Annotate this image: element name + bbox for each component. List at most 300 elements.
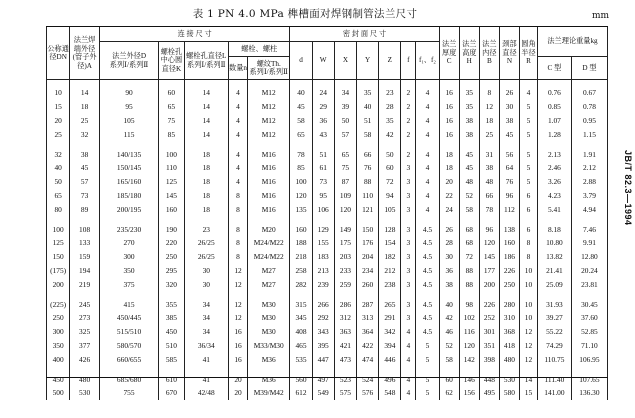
table-cell: 3	[401, 189, 416, 203]
table-cell: 36/34	[184, 339, 228, 353]
table-cell: 2	[401, 80, 416, 100]
table-cell: 612	[290, 386, 312, 400]
table-cell: 8	[229, 202, 248, 216]
table-cell: 10	[520, 291, 538, 311]
table-cell: 8	[479, 80, 499, 100]
header-f: f	[401, 42, 416, 80]
table-cell: 42/48	[184, 386, 228, 400]
table-cell: 45	[459, 141, 479, 161]
table-cell: 364	[357, 325, 379, 339]
table-cell: 150	[357, 216, 379, 236]
table-cell: 385	[159, 311, 184, 325]
table-cell: M12	[248, 100, 290, 114]
table-title: 表 1 PN 4.0 MPa 榫槽面对焊钢制管法兰尺寸	[192, 8, 418, 20]
table-cell: M36	[248, 352, 290, 366]
table-cell: 42	[379, 127, 401, 141]
table-cell: 496	[379, 366, 401, 386]
table-cell: 280	[499, 291, 519, 311]
table-cell: 5	[416, 366, 439, 386]
table-cell: 510	[159, 339, 184, 353]
table-cell: 16	[229, 339, 248, 353]
table-cell: 73	[70, 189, 100, 203]
table-cell: 4	[401, 352, 416, 366]
table-cell: 14	[520, 366, 538, 386]
table-cell: 12	[229, 291, 248, 311]
table-cell: 55.22	[537, 325, 571, 339]
table-cell: 395	[312, 339, 334, 353]
table-cell: 85	[290, 161, 312, 175]
table-cell: 8	[520, 236, 538, 250]
table-cell: 138	[499, 216, 519, 236]
table-cell: 18	[439, 161, 459, 175]
table-cell: 38	[459, 114, 479, 128]
table-cell: 110	[159, 161, 184, 175]
table-cell: 115	[99, 127, 158, 141]
table-cell: 185/180	[99, 189, 158, 203]
table-cell: 8	[520, 250, 538, 264]
table-cell: 89	[70, 202, 100, 216]
table-cell: 1.15	[571, 127, 607, 141]
standard-number: JB/T 82.3—1994	[623, 150, 633, 226]
table-cell: 450	[159, 325, 184, 339]
table-cell: 107.65	[571, 366, 607, 386]
table-row	[47, 114, 608, 128]
table-cell: 4.5	[416, 311, 439, 325]
table-cell: 355	[159, 291, 184, 311]
table-cell: 78	[290, 141, 312, 161]
table-cell: 368	[499, 325, 519, 339]
table-cell: 204	[357, 250, 379, 264]
table-row	[47, 339, 608, 353]
table-cell: 145	[159, 189, 184, 203]
table-cell: 560	[290, 366, 312, 386]
header-l	[184, 42, 228, 80]
header-bolt: 螺栓、螺柱	[229, 42, 290, 57]
table-cell: 4	[229, 100, 248, 114]
table-cell: 50	[379, 141, 401, 161]
table-cell: 4	[401, 386, 416, 400]
table-cell: 286	[334, 291, 356, 311]
table-row	[47, 100, 608, 114]
table-cell: 530	[499, 366, 519, 386]
table-cell: 149	[334, 216, 356, 236]
header-y: Y	[357, 42, 379, 80]
table-cell: 4	[416, 127, 439, 141]
table-cell: 4	[401, 339, 416, 353]
table-cell: 400	[47, 352, 70, 366]
table-cell: M16	[248, 141, 290, 161]
table-body	[47, 80, 608, 400]
table-cell: 446	[379, 352, 401, 366]
table-cell: 111.40	[537, 366, 571, 386]
table-cell: 25	[47, 127, 70, 141]
table-cell: 194	[70, 264, 100, 278]
table-row	[47, 189, 608, 203]
table-cell: 15	[520, 386, 538, 400]
table-cell: 5	[416, 339, 439, 353]
table-cell: 9.91	[571, 236, 607, 250]
table-cell: 3	[401, 250, 416, 264]
table-cell: 14	[184, 100, 228, 114]
table-row	[47, 216, 608, 236]
table-cell: 109	[334, 189, 356, 203]
table-cell: 156	[459, 386, 479, 400]
table-cell: 75	[334, 161, 356, 175]
table-cell: 186	[499, 250, 519, 264]
table-cell: 5	[520, 161, 538, 175]
table-cell: 343	[312, 325, 334, 339]
table-cell: 4	[520, 80, 538, 100]
table-cell: 4	[229, 175, 248, 189]
table-cell: 38	[459, 127, 479, 141]
header-b: 法兰内径B	[479, 27, 499, 80]
table-cell: 76	[499, 175, 519, 189]
table-cell: 72	[379, 175, 401, 189]
table-cell: 497	[312, 366, 334, 386]
table-cell: 422	[357, 339, 379, 353]
table-cell: 100	[290, 175, 312, 189]
header-z: Z	[379, 42, 401, 80]
table-cell: 20	[47, 114, 70, 128]
table-cell: 291	[379, 311, 401, 325]
table-row	[47, 80, 608, 100]
table-cell: 6	[520, 189, 538, 203]
header-d-series: 系列Ⅰ/系列Ⅱ	[109, 60, 149, 69]
table-cell: 447	[312, 352, 334, 366]
table-cell: 260	[357, 277, 379, 291]
table-cell: 65	[334, 141, 356, 161]
table-cell: 660/655	[99, 352, 158, 366]
table-cell: 71.10	[571, 339, 607, 353]
table-cell: 39.27	[537, 311, 571, 325]
table-cell: 45	[290, 100, 312, 114]
table-cell: 3	[401, 161, 416, 175]
table-cell: 48	[459, 175, 479, 189]
table-cell: 3	[401, 236, 416, 250]
table-cell: 20	[439, 175, 459, 189]
table-cell: 36	[439, 264, 459, 278]
table-cell: 120	[290, 189, 312, 203]
table-cell: 4	[229, 114, 248, 128]
table-cell: 40	[357, 100, 379, 114]
table-cell: 10.80	[537, 236, 571, 250]
table-cell: 16	[439, 100, 459, 114]
table-cell: 13.82	[537, 250, 571, 264]
table-cell: 160	[159, 202, 184, 216]
table-cell: 31.93	[537, 291, 571, 311]
table-cell: 35	[379, 114, 401, 128]
table-cell: 14	[70, 80, 100, 100]
table-cell: 60	[439, 366, 459, 386]
table-cell: 585	[159, 352, 184, 366]
table-cell: 25.09	[537, 277, 571, 291]
table-cell: 18	[184, 202, 228, 216]
table-cell: 2.88	[571, 175, 607, 189]
table-cell: 58	[290, 114, 312, 128]
table-cell: 40	[47, 161, 70, 175]
table-cell: 292	[312, 311, 334, 325]
table-cell: 30	[184, 264, 228, 278]
table-cell: 154	[379, 236, 401, 250]
table-cell: 350	[47, 339, 70, 353]
table-cell: 12.80	[571, 250, 607, 264]
header-weight-d: D 型	[571, 57, 607, 80]
table-cell: 234	[357, 264, 379, 278]
table-cell: 18	[184, 189, 228, 203]
table-cell: 1.91	[571, 141, 607, 161]
table-cell: 38	[479, 161, 499, 175]
table-cell: 98	[459, 291, 479, 311]
table-cell: 112	[499, 202, 519, 216]
table-cell: 64	[499, 161, 519, 175]
table-cell: 72	[459, 250, 479, 264]
table-cell: 73	[312, 175, 334, 189]
table-cell: M30	[248, 291, 290, 311]
table-cell: 65	[290, 127, 312, 141]
table-cell: 3	[401, 202, 416, 216]
header-x: X	[334, 42, 356, 80]
table-cell: 5	[520, 114, 538, 128]
table-cell: 190	[159, 216, 184, 236]
table-cell: 106	[312, 202, 334, 216]
table-cell: 16	[439, 80, 459, 100]
table-cell: 398	[479, 352, 499, 366]
table-cell: 576	[357, 386, 379, 400]
table-cell: 28	[379, 100, 401, 114]
table-cell: 136.30	[571, 386, 607, 400]
table-cell: 175	[334, 236, 356, 250]
table-row	[47, 386, 608, 400]
table-cell: 0.78	[571, 100, 607, 114]
table-cell: 473	[334, 352, 356, 366]
table-cell: 26/25	[184, 250, 228, 264]
table-cell: 125	[159, 175, 184, 189]
table-cell: 12	[520, 325, 538, 339]
table-cell: 418	[499, 339, 519, 353]
table-cell: 580/570	[99, 339, 158, 353]
table-cell: 4.5	[416, 291, 439, 311]
table-cell: 30	[499, 100, 519, 114]
table-row	[47, 250, 608, 264]
table-cell: 3	[401, 291, 416, 311]
table-cell: 4	[416, 175, 439, 189]
table-cell: 3	[401, 264, 416, 278]
table-cell: 235/230	[99, 216, 158, 236]
table-cell: 375	[99, 277, 158, 291]
table-cell: 48	[479, 175, 499, 189]
table-cell: 213	[312, 264, 334, 278]
table-cell: 15	[47, 100, 70, 114]
table-cell: 35	[459, 80, 479, 100]
table-cell: 32	[70, 127, 100, 141]
table-cell: 250	[159, 250, 184, 264]
table-cell: 159	[70, 250, 100, 264]
table-cell: 5	[520, 141, 538, 161]
table-cell: 21.41	[537, 264, 571, 278]
table-cell: 38	[499, 114, 519, 128]
table-cell: 25	[70, 114, 100, 128]
table-cell: 4	[416, 202, 439, 216]
table-cell: 4.5	[416, 264, 439, 278]
table-cell: 3	[401, 175, 416, 189]
table-cell: 14	[184, 80, 228, 100]
table-cell: 8	[229, 236, 248, 250]
table-cell: 51	[357, 114, 379, 128]
table-cell: 312	[334, 311, 356, 325]
table-cell: 5	[520, 175, 538, 189]
header-d-seal: d	[290, 42, 312, 80]
table-cell: 26/25	[184, 236, 228, 250]
header-bolt-count: 数量n	[229, 57, 248, 80]
table-cell: 1.28	[537, 127, 571, 141]
table-cell: (175)	[47, 264, 70, 278]
table-cell: 150	[47, 250, 70, 264]
table-cell: 465	[290, 339, 312, 353]
table-cell: 203	[334, 250, 356, 264]
table-cell: 108	[70, 216, 100, 236]
table-cell: 219	[70, 277, 100, 291]
table-cell: 523	[334, 366, 356, 386]
table-cell: 16	[229, 352, 248, 366]
header-sealing: 密 封 面 尺 寸	[290, 27, 439, 42]
table-cell: 45	[459, 161, 479, 175]
header-c: 法兰厚度C	[439, 27, 459, 80]
table-cell: 133	[70, 236, 100, 250]
table-cell: 480	[499, 352, 519, 366]
table-cell: 300	[99, 250, 158, 264]
table-cell: 0.76	[537, 80, 571, 100]
table-cell: 755	[99, 386, 158, 400]
table-cell: 18	[184, 141, 228, 161]
table-cell: 96	[479, 216, 499, 236]
table-cell: 3	[401, 311, 416, 325]
table-cell: 140/135	[99, 141, 158, 161]
table-cell: M27	[248, 264, 290, 278]
table-cell: 66	[479, 189, 499, 203]
table-cell: 56	[499, 141, 519, 161]
table-cell: 212	[379, 264, 401, 278]
table-cell: 87	[334, 175, 356, 189]
table-cell: 258	[290, 264, 312, 278]
table-row	[47, 352, 608, 366]
table-cell: 685/680	[99, 366, 158, 386]
table-cell: 85	[159, 127, 184, 141]
table-cell: 450/445	[99, 311, 158, 325]
table-cell: 200	[47, 277, 70, 291]
table-cell: 1.07	[537, 114, 571, 128]
table-cell: 58	[439, 352, 459, 366]
table-cell: 250	[47, 311, 70, 325]
table-cell: 524	[357, 366, 379, 386]
table-cell: 58	[357, 127, 379, 141]
table-cell: 218	[290, 250, 312, 264]
table-cell: M24/M22	[248, 250, 290, 264]
table-cell: 60	[379, 161, 401, 175]
table-cell: 350	[99, 264, 158, 278]
table-row	[47, 175, 608, 189]
table-cell: 273	[70, 311, 100, 325]
table-cell: 6	[520, 216, 538, 236]
table-cell: 12	[229, 264, 248, 278]
table-cell: 18	[439, 141, 459, 161]
table-cell: 363	[334, 325, 356, 339]
table-cell: 16	[229, 325, 248, 339]
table-cell: 121	[357, 202, 379, 216]
flange-dimension-table	[46, 26, 608, 400]
table-cell: 35	[459, 100, 479, 114]
table-cell: 394	[379, 339, 401, 353]
table-cell: 30.45	[571, 291, 607, 311]
table-cell: (225)	[47, 291, 70, 311]
table-cell: 41	[184, 352, 228, 366]
table-cell: 549	[312, 386, 334, 400]
table-cell: 90	[99, 80, 158, 100]
table-cell: 110.75	[537, 352, 571, 366]
table-cell: 10	[520, 311, 538, 325]
table-cell: 28	[439, 236, 459, 250]
table-cell: 4	[416, 141, 439, 161]
table-cell: M20	[248, 216, 290, 236]
table-cell: 3	[401, 277, 416, 291]
table-cell: 80	[47, 202, 70, 216]
table-cell: 4	[416, 161, 439, 175]
table-cell: 4.5	[416, 236, 439, 250]
table-cell: 500	[47, 386, 70, 400]
table-cell: 480	[70, 366, 100, 386]
table-cell: 4	[229, 127, 248, 141]
table-cell: 95	[99, 100, 158, 114]
table-cell: 120	[459, 339, 479, 353]
table-cell: 74.29	[537, 339, 571, 353]
table-cell: 106.95	[571, 352, 607, 366]
table-cell: 102	[459, 311, 479, 325]
table-cell: 345	[290, 311, 312, 325]
table-cell: 34	[184, 291, 228, 311]
table-cell: 0.85	[537, 100, 571, 114]
table-cell: 4	[229, 161, 248, 175]
table-cell: 474	[357, 352, 379, 366]
table-cell: 12	[520, 352, 538, 366]
table-cell: 58	[459, 202, 479, 216]
table-cell: 18	[70, 100, 100, 114]
table-cell: 0.95	[571, 114, 607, 128]
table-cell: 20.24	[571, 264, 607, 278]
table-cell: 35	[357, 80, 379, 100]
table-cell: 32	[47, 141, 70, 161]
table-cell: M30	[248, 325, 290, 339]
table-row	[47, 141, 608, 161]
table-cell: 22	[439, 189, 459, 203]
table-cell: 42	[439, 311, 459, 325]
table-cell: 4	[416, 114, 439, 128]
header-weight: 法兰理论重量kg	[537, 27, 607, 57]
table-cell: 610	[159, 366, 184, 386]
table-cell: 160	[499, 236, 519, 250]
table-cell: 4.5	[416, 325, 439, 339]
table-cell: 266	[312, 291, 334, 311]
table-cell: 233	[334, 264, 356, 278]
table-cell: 30	[439, 250, 459, 264]
table-cell: 2	[401, 127, 416, 141]
table-cell: 282	[290, 277, 312, 291]
header-d-label: 法兰外径D	[112, 52, 147, 60]
table-cell: 4	[416, 100, 439, 114]
table-cell: 43	[312, 127, 334, 141]
table-cell: 135	[290, 202, 312, 216]
table-cell: 46	[439, 325, 459, 339]
table-cell: 16	[439, 127, 459, 141]
table-cell: 34	[334, 80, 356, 100]
